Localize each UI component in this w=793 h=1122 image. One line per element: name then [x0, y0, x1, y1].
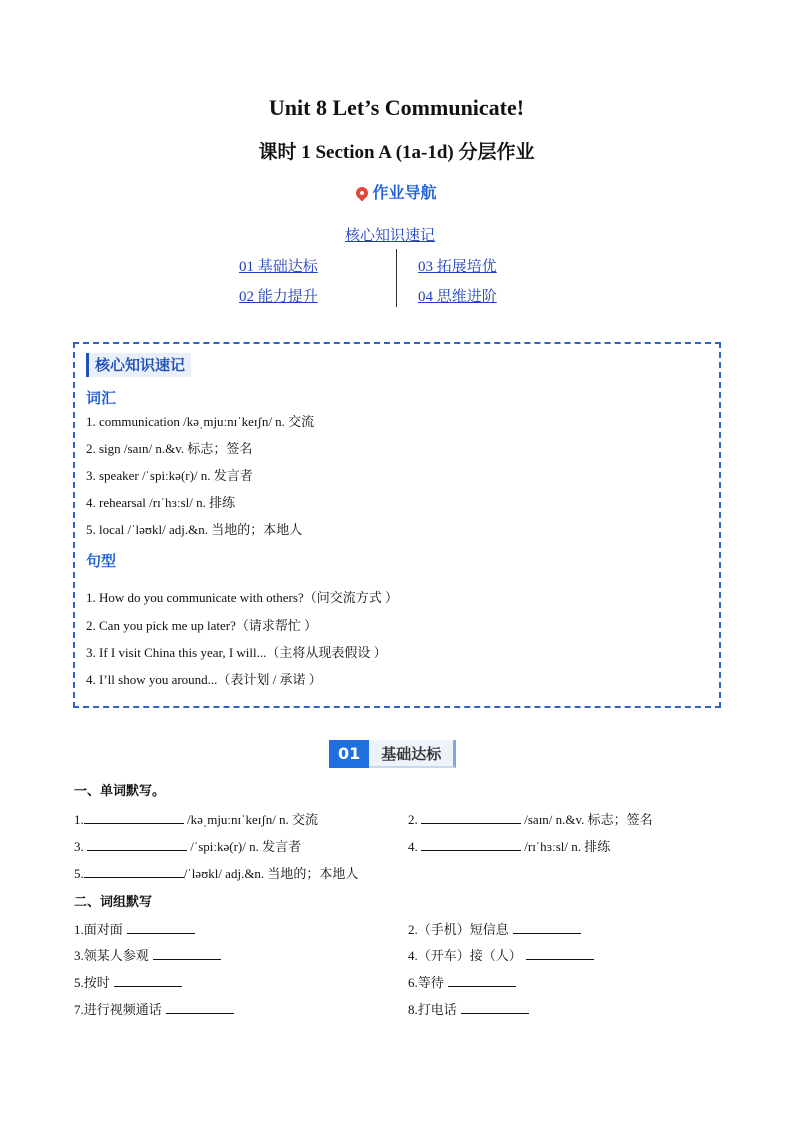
link-basic[interactable]: 01 基础达标	[239, 259, 318, 275]
link-ability[interactable]: 02 能力提升	[239, 289, 318, 305]
sentence-item: 2. Can you pick me up later?（请求帮忙 ）	[86, 618, 318, 633]
phrase-prompt: 2.（手机）短信息	[408, 922, 509, 937]
phrase-question-8	[408, 999, 529, 1018]
nav-divider	[396, 249, 397, 307]
sentence-label: 句型	[86, 552, 117, 570]
word-question-5	[74, 863, 358, 882]
section-number: 01	[329, 740, 369, 768]
question-number: 1.	[74, 812, 84, 827]
phrase-prompt: 6.等待	[408, 975, 444, 990]
sentence-item: 3. If I visit China this year, I will...（主将从现表假设 ）	[86, 645, 387, 660]
part2-title: 二、词组默写	[74, 895, 153, 910]
phrase-question-6	[408, 972, 516, 991]
part1-title: 一、单词默写。	[74, 784, 166, 799]
question-hint: /rɪˈhɜːsl/ n. 排练	[521, 839, 611, 854]
answer-blank[interactable]	[421, 811, 521, 824]
question-number: 3.	[74, 839, 87, 854]
page-subtitle: 课时 1 Section A (1a-1d) 分层作业	[258, 142, 535, 163]
phrase-question-2	[408, 919, 581, 938]
link-thinking[interactable]: 04 思维进阶	[418, 289, 497, 305]
page-title: Unit 8 Let’s Communicate!	[268, 95, 525, 120]
answer-blank[interactable]	[84, 865, 184, 878]
phrase-prompt: 3.领某人参观	[74, 948, 149, 963]
answer-blank[interactable]	[153, 947, 221, 960]
homework-nav-label: 作业导航	[372, 183, 437, 202]
vocab-item: 5. local /ˈləʊkl/ adj.&n. 当地的；本地人	[86, 522, 303, 537]
phrase-question-1	[74, 919, 195, 938]
answer-blank[interactable]	[114, 974, 182, 987]
question-hint: /kəˌmjuːnɪˈkeɪʃn/ n. 交流	[183, 812, 319, 827]
sentence-item: 4. I’ll show you around...（表计划 / 承诺 ）	[86, 672, 322, 687]
phrase-prompt: 1.面对面	[74, 922, 123, 937]
question-number: 5.	[74, 866, 84, 881]
section-title: 基础达标	[369, 740, 456, 768]
link-core-knowledge[interactable]: 核心知识速记	[345, 228, 436, 244]
answer-blank[interactable]	[448, 974, 516, 987]
question-hint: /ˈləʊkl/ adj.&n. 当地的；本地人	[183, 866, 359, 881]
answer-blank[interactable]	[87, 838, 187, 851]
answer-blank[interactable]	[513, 921, 581, 934]
vocab-item: 4. rehearsal /rɪˈhɜːsl/ n. 排练	[86, 495, 236, 510]
answer-blank[interactable]	[461, 1001, 529, 1014]
word-question-3	[74, 836, 301, 855]
phrase-question-3	[74, 945, 221, 964]
answer-blank[interactable]	[84, 811, 184, 824]
phrase-question-5	[74, 972, 182, 991]
homework-nav-heading	[0, 180, 793, 203]
vocab-item: 3. speaker /ˈspiːkə(r)/ n. 发言者	[86, 468, 253, 483]
question-hint: /ˈspiːkə(r)/ n. 发言者	[187, 839, 302, 854]
question-number: 2.	[408, 812, 421, 827]
word-question-1	[74, 809, 318, 828]
phrase-prompt: 5.按时	[74, 975, 110, 990]
word-question-2	[408, 809, 653, 828]
word-question-4	[408, 836, 610, 855]
answer-blank[interactable]	[526, 947, 594, 960]
answer-blank[interactable]	[421, 838, 521, 851]
question-hint: /saɪn/ n.&v. 标志；签名	[521, 812, 653, 827]
vocab-label: 词汇	[86, 389, 117, 407]
phrase-question-4	[408, 945, 594, 964]
sentence-item: 1. How do you communicate with others?（问交流方式 ）	[86, 590, 398, 605]
answer-blank[interactable]	[127, 921, 195, 934]
answer-blank[interactable]	[166, 1001, 234, 1014]
question-number: 4.	[408, 839, 421, 854]
vocab-item: 2. sign /saɪn/ n.&v. 标志；签名	[86, 441, 253, 456]
phrase-prompt: 4.（开车）接（人）	[408, 948, 522, 963]
link-extension[interactable]: 03 拓展培优	[418, 259, 497, 275]
vocab-item: 1. communication /kəˌmjuːnɪˈkeɪʃn/ n. 交流	[86, 414, 315, 429]
phrase-prompt: 7.进行视频通话	[74, 1002, 162, 1017]
location-pin-icon	[354, 185, 371, 202]
phrase-question-7	[74, 999, 234, 1018]
core-knowledge-heading: 核心知识速记	[86, 353, 191, 377]
section-01-badge	[329, 740, 456, 768]
phrase-prompt: 8.打电话	[408, 1002, 457, 1017]
